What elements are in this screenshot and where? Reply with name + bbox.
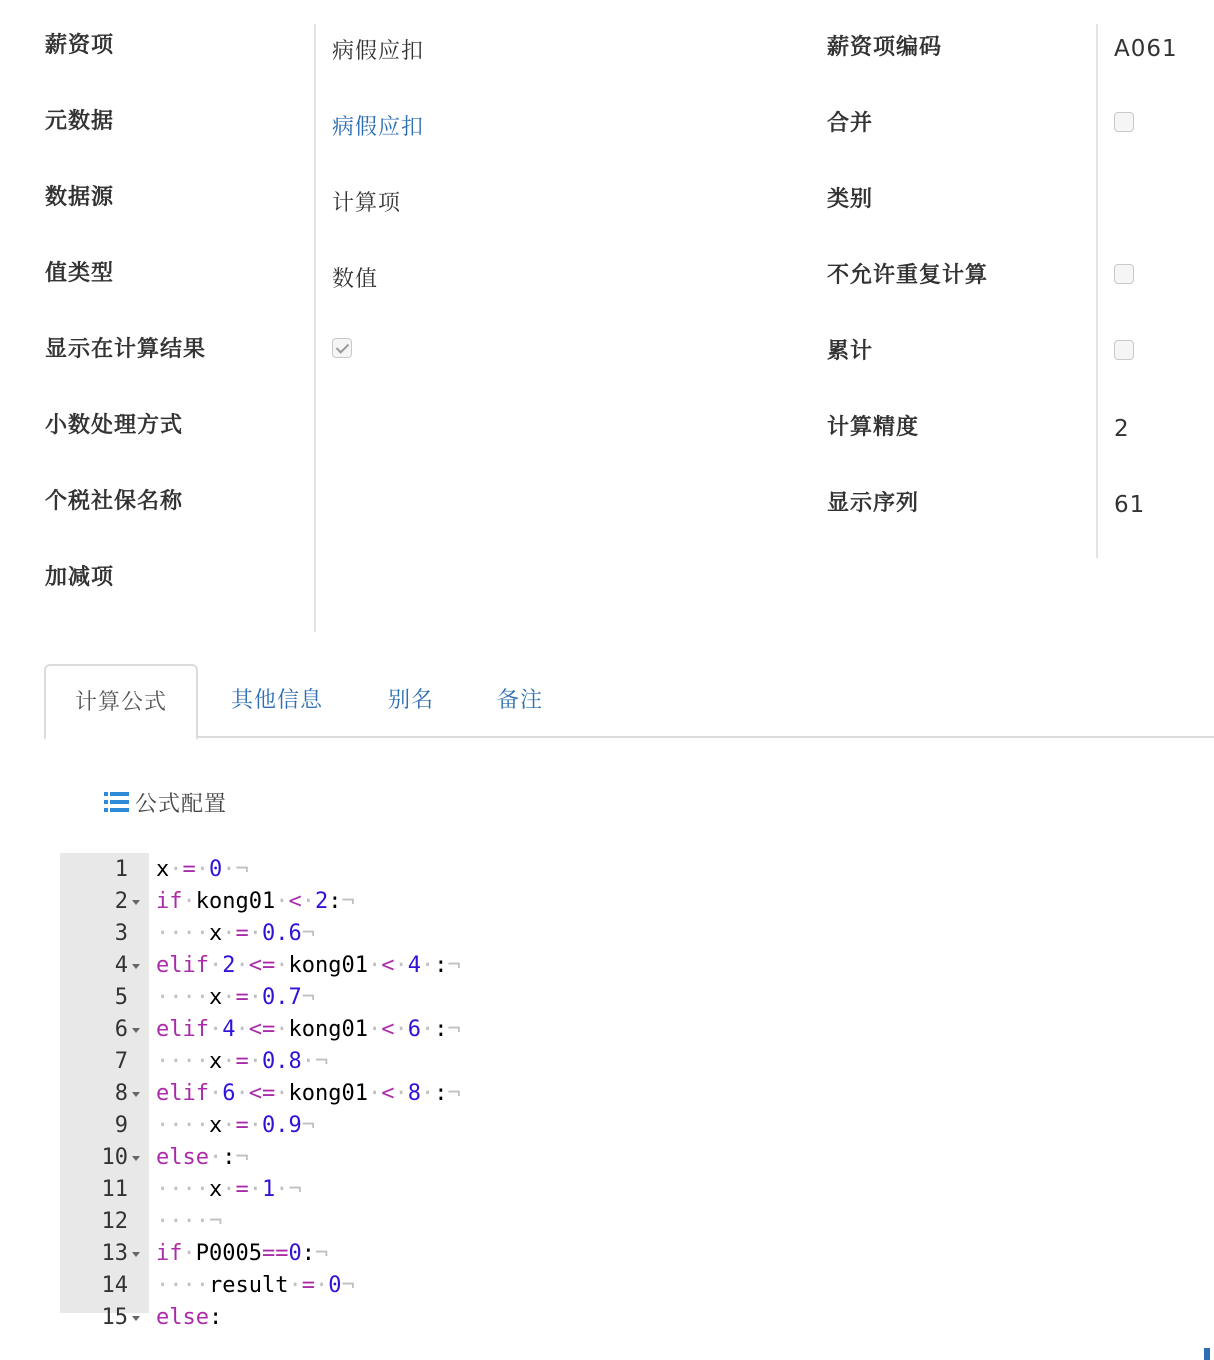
code-token: · <box>222 1113 236 1138</box>
code-token: ¬ <box>301 985 315 1010</box>
show-in-result-checkbox[interactable] <box>332 338 352 358</box>
line-number: 1 <box>114 857 128 882</box>
code-token: <= <box>248 1081 276 1106</box>
line-number: 4 <box>114 953 128 978</box>
code-token: else <box>156 1145 209 1170</box>
value-value-type: 数值 <box>332 267 379 292</box>
label-cumulative: 累计 <box>827 339 874 364</box>
line-number: 14 <box>101 1273 128 1298</box>
code-token: 0.7 <box>261 985 302 1010</box>
code-token: · <box>248 1113 262 1138</box>
code-line[interactable] <box>60 1174 1214 1206</box>
fold-arrow-icon[interactable] <box>132 900 140 905</box>
code-token: · <box>420 953 435 978</box>
code-text <box>156 1046 328 1078</box>
code-text <box>156 950 461 982</box>
code-token: < <box>381 1017 395 1042</box>
label-category: 类别 <box>827 187 874 212</box>
code-token: ¬ <box>301 1113 315 1138</box>
tab-formula[interactable]: 计算公式 <box>44 664 198 740</box>
column-divider-right <box>1096 24 1098 558</box>
code-text <box>156 1238 328 1270</box>
code-text <box>156 1174 302 1206</box>
line-number: 7 <box>114 1049 128 1074</box>
detail-tabs <box>44 664 1214 738</box>
code-token: = <box>235 1113 249 1138</box>
code-token: x <box>208 985 223 1010</box>
label-decimal-mode: 小数处理方式 <box>45 413 184 438</box>
code-token: 0.8 <box>261 1049 302 1074</box>
code-token: = <box>301 1273 315 1298</box>
label-value-type: 值类型 <box>45 261 115 286</box>
label-salary-item: 薪资项 <box>45 33 115 58</box>
code-token: result <box>208 1273 289 1298</box>
formula-code-editor[interactable] <box>60 853 1214 1330</box>
code-token: : <box>222 1145 236 1170</box>
code-text <box>156 1206 222 1238</box>
code-token: 2 <box>314 889 329 914</box>
fold-arrow-icon[interactable] <box>132 1028 140 1033</box>
code-token: kong01 <box>195 889 276 914</box>
code-token: ¬ <box>235 1145 249 1170</box>
code-token: · <box>275 889 289 914</box>
code-token: · <box>182 1241 196 1266</box>
code-token: · <box>235 1081 249 1106</box>
value-precision: 2 <box>1114 416 1130 442</box>
code-token: 0 <box>328 1273 342 1298</box>
code-token: ···· <box>156 1273 209 1298</box>
code-token: <= <box>248 1017 276 1042</box>
code-token: 4 <box>222 1017 236 1042</box>
code-token: : <box>434 953 448 978</box>
code-token: 1 <box>261 1177 276 1202</box>
code-token: = <box>235 1177 249 1202</box>
line-number: 5 <box>114 985 128 1010</box>
code-line[interactable] <box>60 1110 1214 1142</box>
code-token: ¬ <box>447 1017 461 1042</box>
line-number: 13 <box>101 1241 128 1266</box>
code-text <box>156 1270 355 1302</box>
label-precision: 计算精度 <box>827 415 920 440</box>
code-text <box>156 1078 461 1110</box>
code-line[interactable] <box>60 886 1214 918</box>
code-line[interactable] <box>60 1270 1214 1302</box>
code-token: elif <box>156 1017 209 1042</box>
code-token: 4 <box>407 953 421 978</box>
code-token: · <box>367 953 382 978</box>
code-line[interactable] <box>60 1078 1214 1110</box>
code-token: x <box>208 1113 223 1138</box>
code-token: · <box>248 921 262 946</box>
code-token: · <box>235 1017 249 1042</box>
code-token: · <box>394 1081 408 1106</box>
code-token: · <box>275 1017 289 1042</box>
tab-other-info[interactable]: 其他信息 <box>231 688 324 713</box>
code-token: ¬ <box>341 1273 355 1298</box>
code-text <box>156 1142 249 1174</box>
code-token: · <box>248 1049 262 1074</box>
label-show-in-result: 显示在计算结果 <box>45 337 207 362</box>
code-line[interactable] <box>60 1238 1214 1270</box>
code-line[interactable] <box>60 1014 1214 1046</box>
code-token: ¬ <box>447 953 461 978</box>
label-data-source: 数据源 <box>45 185 115 210</box>
code-line[interactable] <box>60 854 1214 886</box>
code-token: · <box>208 1017 223 1042</box>
code-token: 6 <box>222 1081 236 1106</box>
code-token: <= <box>248 953 276 978</box>
code-token: kong01 <box>288 1017 368 1042</box>
value-salary-item: 病假应扣 <box>332 39 425 64</box>
line-number: 8 <box>114 1081 128 1106</box>
fold-arrow-icon[interactable] <box>132 1316 140 1321</box>
code-text <box>156 1110 315 1142</box>
code-token: x <box>208 1177 223 1202</box>
code-line[interactable] <box>60 950 1214 982</box>
code-token: 2 <box>222 953 236 978</box>
code-token: : <box>328 889 342 914</box>
code-token: < <box>288 889 302 914</box>
line-number: 10 <box>101 1145 128 1170</box>
code-token: · <box>288 1273 302 1298</box>
code-token: 0 <box>288 1241 302 1266</box>
code-token: < <box>381 1081 395 1106</box>
code-text <box>156 982 315 1014</box>
value-data-source: 计算项 <box>332 191 402 216</box>
code-text <box>156 918 315 950</box>
code-token: elif <box>156 953 209 978</box>
code-token: · <box>169 857 183 882</box>
code-token: · <box>301 889 315 914</box>
code-token: · <box>248 985 262 1010</box>
line-number: 11 <box>101 1177 128 1202</box>
column-divider-left <box>314 24 316 632</box>
fold-arrow-icon[interactable] <box>132 1156 140 1161</box>
code-token: elif <box>156 1081 209 1106</box>
list-icon <box>104 792 129 812</box>
code-token: ···· <box>156 1049 209 1074</box>
code-token: ·¬ <box>301 1049 329 1074</box>
line-number: 15 <box>101 1305 128 1330</box>
code-token: kong01 <box>288 953 368 978</box>
code-token: · <box>367 1081 382 1106</box>
code-token: · <box>182 889 196 914</box>
code-token: · <box>314 1273 329 1298</box>
label-salary-item-code: 薪资项编码 <box>827 35 943 60</box>
code-token: · <box>275 1081 289 1106</box>
label-no-duplicate-calc: 不允许重复计算 <box>827 263 989 288</box>
code-token: · <box>420 1081 435 1106</box>
code-token: · <box>275 953 289 978</box>
code-token: 8 <box>407 1081 421 1106</box>
code-token: · <box>222 985 236 1010</box>
code-token: ···· <box>156 1113 209 1138</box>
line-number: 3 <box>114 921 128 946</box>
code-token: ¬ <box>301 921 315 946</box>
code-line[interactable] <box>60 918 1214 950</box>
code-token: ·¬ <box>222 857 249 882</box>
code-text <box>156 854 249 886</box>
code-token: ···· <box>156 1177 209 1202</box>
code-token: · <box>394 953 408 978</box>
formula-config-label: 公式配置 <box>135 791 228 817</box>
code-token: ···· <box>156 921 209 946</box>
code-token: : <box>301 1241 315 1266</box>
code-line[interactable] <box>60 1206 1214 1238</box>
code-token: < <box>381 953 395 978</box>
code-token: : <box>434 1081 448 1106</box>
code-token: · <box>195 857 209 882</box>
code-token: = <box>235 1049 249 1074</box>
value-salary-item-code: A061 <box>1114 36 1178 62</box>
line-number: 12 <box>101 1209 128 1234</box>
code-token: · <box>248 1177 262 1202</box>
code-token: == <box>261 1241 289 1266</box>
code-token: · <box>367 1017 382 1042</box>
scroll-indicator <box>1204 1348 1210 1360</box>
fold-arrow-icon[interactable] <box>132 1252 140 1257</box>
label-merge: 合并 <box>827 111 874 136</box>
code-token: · <box>394 1017 408 1042</box>
line-number: 9 <box>114 1113 128 1138</box>
code-token: · <box>222 1177 236 1202</box>
value-display-order: 61 <box>1114 492 1146 518</box>
code-token: = <box>182 857 196 882</box>
label-tax-social-name: 个税社保名称 <box>45 489 184 514</box>
code-text <box>156 1302 222 1334</box>
code-token: 6 <box>407 1017 421 1042</box>
code-token: x <box>208 1049 223 1074</box>
label-metadata: 元数据 <box>45 109 115 134</box>
code-token: · <box>222 1049 236 1074</box>
code-token: = <box>235 985 249 1010</box>
code-line[interactable] <box>60 982 1214 1014</box>
code-token: 0 <box>209 857 223 882</box>
code-token: · <box>208 1081 223 1106</box>
code-token: 0.9 <box>261 1113 302 1138</box>
code-token: · <box>222 921 236 946</box>
code-token: = <box>235 921 249 946</box>
label-display-order: 显示序列 <box>827 491 920 516</box>
code-token: · <box>235 953 249 978</box>
code-token: : <box>434 1017 448 1042</box>
code-token: else <box>156 1305 209 1330</box>
fold-arrow-icon[interactable] <box>132 1092 140 1097</box>
code-token: · <box>420 1017 435 1042</box>
label-add-subtract: 加减项 <box>45 565 115 590</box>
code-token: · <box>208 1145 223 1170</box>
code-token: 0.6 <box>261 921 302 946</box>
code-token: x <box>208 921 223 946</box>
code-token: ¬ <box>447 1081 461 1106</box>
code-token: P0005 <box>195 1241 262 1266</box>
code-text <box>156 1014 461 1046</box>
code-token: ¬ <box>314 1241 329 1266</box>
code-token: · <box>208 953 223 978</box>
fold-arrow-icon[interactable] <box>132 964 140 969</box>
line-number: 2 <box>114 889 128 914</box>
code-token: kong01 <box>288 1081 368 1106</box>
code-token: x <box>156 857 170 882</box>
cumulative-checkbox[interactable] <box>1114 340 1134 360</box>
formula-config-button[interactable] <box>104 787 227 817</box>
code-token: ···· <box>156 985 209 1010</box>
line-number: 6 <box>114 1017 128 1042</box>
no-duplicate-calc-checkbox[interactable] <box>1114 264 1134 284</box>
code-line[interactable] <box>60 1302 1214 1334</box>
value-metadata-link[interactable]: 病假应扣 <box>332 115 425 140</box>
code-line[interactable] <box>60 1046 1214 1078</box>
merge-checkbox[interactable] <box>1114 112 1134 132</box>
tab-alias[interactable]: 别名 <box>388 688 435 713</box>
tab-remarks[interactable]: 备注 <box>497 688 544 713</box>
code-token: if <box>156 1241 183 1266</box>
code-token: ·¬ <box>275 1177 302 1202</box>
code-token: if <box>156 889 183 914</box>
code-token: : <box>208 1305 223 1330</box>
code-token: ¬ <box>341 889 355 914</box>
code-token: ····¬ <box>156 1209 223 1234</box>
code-text <box>156 886 355 918</box>
code-line[interactable] <box>60 1142 1214 1174</box>
